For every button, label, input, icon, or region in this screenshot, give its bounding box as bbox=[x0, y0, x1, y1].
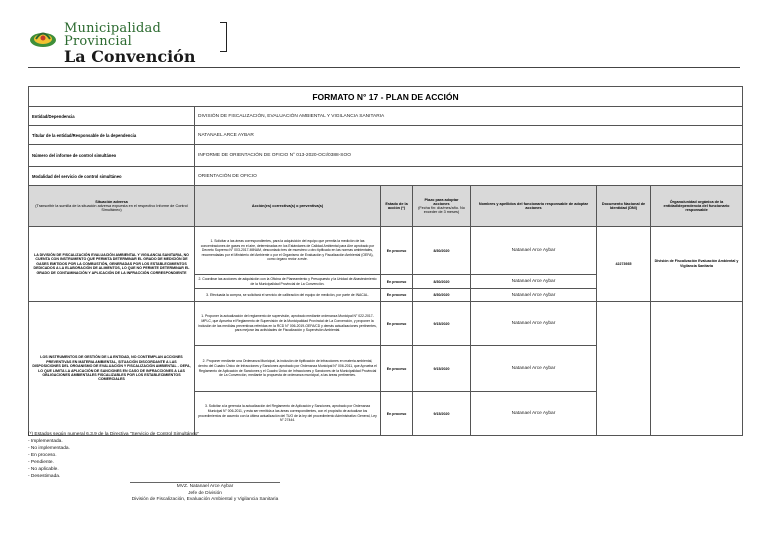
accion-cell: 1. Proponer la actualización del reglamento de supervisión, aprobado mediante ordenanza Municipal N° 022-2017-MPLC, que Aprueba el Reglamento de Supervisión de la Municipalidad Provincial de La Convención, y proponer la inclusión de las medidas preventivas referidas en la RCD N° 006-2019-OEFA/CD y demás actualizaciones pertinentes, para mejorar las actividades de Fiscalización y Supervisión Ambiental. bbox=[195, 302, 381, 346]
logo-line-1: Municipalidad Provincial bbox=[64, 21, 162, 49]
action-plan-table bbox=[28, 86, 743, 436]
signature-role: Jefe de División bbox=[188, 490, 222, 496]
accion-cell: 1. Solicitar a las áreas correspondientes, para la adquisición del equipo que permita la medición de las concentraciones de gases en el aire, determinadas en los Estándares de Calidad Ambiental para Aire aprobado por Decreto Supremo N° 003-2017-MINAM, descontado tres de muestreo u otro tipificado en las normas ambientales, recomendadas por el Ministerio del Ambiente o por el Organismo de Evaluación y Fiscalización Ambiental (OEFA), como órgano rector a este. bbox=[195, 227, 381, 275]
responsable-cell: Natanael Arce Aybar bbox=[471, 346, 597, 392]
municipal-emblem-icon bbox=[28, 26, 58, 48]
note-line: - No implementada. bbox=[28, 445, 70, 451]
responsable-cell: Natanael Arce Aybar bbox=[471, 392, 597, 436]
accion-cell: 2. Coordinar las acciones de adquisición con la Oficina de Planeamiento y Presupuesto y la Unidad de Abastecimiento de la Municipalidad Provincial de La Convención. bbox=[195, 275, 381, 289]
col-header-situacion-sub: (Transcribir la sumilla de la situación adversa expuesta en el respectivo Informe de Control Simultáneo) bbox=[35, 204, 188, 212]
col-header-situacion-title: Situación adversa bbox=[95, 200, 128, 204]
plazo-cell: 8/30/2020 bbox=[413, 275, 471, 289]
info-value: DIVISIÓN DE FISCALIZACIÓN, EVALUACIÓN AMBIENTAL Y VIGILANCIA SANITARIA bbox=[195, 107, 743, 126]
organo-cell: División de Fiscalización Evaluación Ambiental y Vigilancia Sanitaria bbox=[651, 227, 743, 302]
status-notes bbox=[28, 432, 199, 481]
header-divider bbox=[28, 67, 740, 68]
col-header-plazo-title: Plazo para adoptar acciones bbox=[424, 198, 459, 206]
plazo-cell: 9/15/2020 bbox=[413, 392, 471, 436]
page-header bbox=[28, 21, 228, 66]
info-label: Entidad/Dependencia bbox=[29, 107, 195, 126]
plazo-cell: 9/15/2020 bbox=[413, 346, 471, 392]
signature-line bbox=[130, 482, 280, 483]
info-label: Titular de la entidad/Responsable de la dependencia bbox=[29, 126, 195, 145]
responsable-cell: Natanael Arce Aybar bbox=[471, 302, 597, 346]
estado-cell: En proceso bbox=[381, 392, 413, 436]
col-header-responsable: Nombres y apellidos del funcionario responsable de adoptar acciones bbox=[471, 186, 597, 227]
plazo-cell: 9/15/2020 bbox=[413, 302, 471, 346]
plazo-cell: 8/30/2020 bbox=[413, 227, 471, 275]
estado-cell: En proceso bbox=[381, 346, 413, 392]
dni-cell bbox=[597, 302, 651, 436]
responsable-cell: Natanael Arce Aybar bbox=[471, 227, 597, 275]
logo-wordmark bbox=[64, 22, 228, 65]
info-value: NATANAEL ARCE AYBAR bbox=[195, 126, 743, 145]
estado-cell: En proceso bbox=[381, 289, 413, 302]
col-header-plazo-sub: (Fecha fin: día/mes/año. No exceder de 3 meses) bbox=[418, 206, 465, 214]
logo-line-2: La Convención bbox=[64, 47, 196, 66]
signature-block bbox=[60, 484, 350, 504]
note-line: - En proceso. bbox=[28, 452, 57, 458]
note-line: - Implementada. bbox=[28, 438, 63, 444]
signature-name: MVZ. Natanael Arce Aybar bbox=[176, 484, 234, 489]
estado-cell: En proceso bbox=[381, 302, 413, 346]
table-row bbox=[29, 227, 743, 275]
estado-cell: En proceso bbox=[381, 275, 413, 289]
form-title: FORMATO N° 17 - PLAN DE ACCIÓN bbox=[29, 87, 743, 107]
col-header-situacion bbox=[29, 186, 195, 227]
signature-unit: División de Fiscalización, Evaluación Ambiental y Vigilancia Sanitaria bbox=[131, 497, 279, 503]
info-value: INFORME DE ORIENTACIÓN DE OFICIO N° 013-2020-OCI/0388-SOO bbox=[195, 145, 743, 167]
table-row bbox=[29, 302, 743, 346]
responsable-cell: Natanael Arce Aybar bbox=[471, 275, 597, 289]
estado-cell: En proceso bbox=[381, 227, 413, 275]
column-header-row bbox=[29, 186, 743, 227]
responsable-cell: Natanael Arce Aybar bbox=[471, 289, 597, 302]
accion-cell: 2. Proponer mediante una Ordenanza Municipal, la inclusión de tipificación de infracciones en materia ambiental, dentro del Cuadro Único de Infracciones y Sanciones aprobado por Ordenanza Municipal N° 006-2011, que Aprueba el Reglamento de Aplicación de Sanciones y el Cuadro Único de Infracciones y Sanciones de la Municipalidad Provincial de La Convención, mediante la propuesta de ordenanza municipal, a las áreas pertinentes. bbox=[195, 346, 381, 392]
note-line: (*) Estados según numeral 6.3.9 de la Directiva "Servicio de Control Simultáneo" bbox=[28, 432, 200, 437]
info-label: Modalidad del servicio de control simultáneo bbox=[29, 167, 195, 186]
logo-bracket bbox=[220, 22, 227, 52]
info-label: Número del informe de control simultáneo bbox=[29, 145, 195, 167]
dni-cell: 42273935 bbox=[597, 227, 651, 302]
info-value: ORIENTACIÓN DE OFICIO bbox=[195, 167, 743, 186]
plazo-cell: 8/30/2020 bbox=[413, 289, 471, 302]
situacion-cell: LA DIVISIÓN DE FISCALIZACIÓN EVALUACIÓN AMBIENTAL Y VIGILANCIA SANITARIA, NO CUENTA CON INSTRUMENTO QUE PERMITA DETERMINAR EL GRADO DE MEDICIÓN DE GASES EMITIDOS POR LA COMBUSTIÓN, GENERADAS POR LOS ESTABLECIMIENTOS DEDICADOS A LA ELABORACIÓN DE ALIMENTOS, LO QUE NO PERMITE DETERMINAR EL GRADO DE CONTAMINACIÓN Y APLICACIÓN DE LA INFRACCIÓN CORRESPONDIENTE bbox=[29, 227, 195, 302]
organo-cell bbox=[651, 302, 743, 436]
accion-cell: 3. Efectuada la compra, se solicitará el servicio de calibración del equipo de medición, por parte de INACAL. bbox=[195, 289, 381, 302]
accion-cell: 3. Solicitar a la gerencia la actualización del Reglamento de Aplicación y Sanciones, aprobado por Ordenanza Municipal N° 006-2011, y esta ser remitida a las áreas correspondientes, con el propósito de actualizar los procedimientos de acuerdo con la última actualización del TUO de la ley del procedimiento Administrativo General, Ley N° 27444. bbox=[195, 392, 381, 436]
col-header-organo: Órgano/unidad orgánica de la entidad/dependencia del funcionario responsable bbox=[651, 186, 743, 227]
col-header-estado: Estado de la acción (*) bbox=[381, 186, 413, 227]
situacion-cell: LOS INSTRUMENTOS DE GESTIÓN DE LA ENTIDAD, NO CONTEMPLAN ACCIONES PREVENTIVAS EN MATERIA AMBIENTAL, SITUACIÓN DISCORDANTE A LAS DISPOSICIONES DEL ORGANISMO DE EVALUACIÓN Y FISCALIZACIÓN AMBIENTAL - OEFA, LO QUE LIMITA LA APLICACIÓN DE SANCIONES EN CASO DE INFRACCIONES A LAS OBLIGACIONES AMBIENTALES FISCALIZABLES POR LOS ESTABLECIMIENTOS COMERCIALES bbox=[29, 302, 195, 436]
note-line: - Desestimada. bbox=[28, 473, 61, 479]
col-header-plazo bbox=[413, 186, 471, 227]
col-header-dni: Documento Nacional de Identidad (DNI) bbox=[597, 186, 651, 227]
note-line: - Pendiente. bbox=[28, 459, 54, 465]
note-line: - No aplicable. bbox=[28, 466, 59, 472]
col-header-acciones: Acción(es) correctiva(s) o preventiva(s) bbox=[195, 186, 381, 227]
